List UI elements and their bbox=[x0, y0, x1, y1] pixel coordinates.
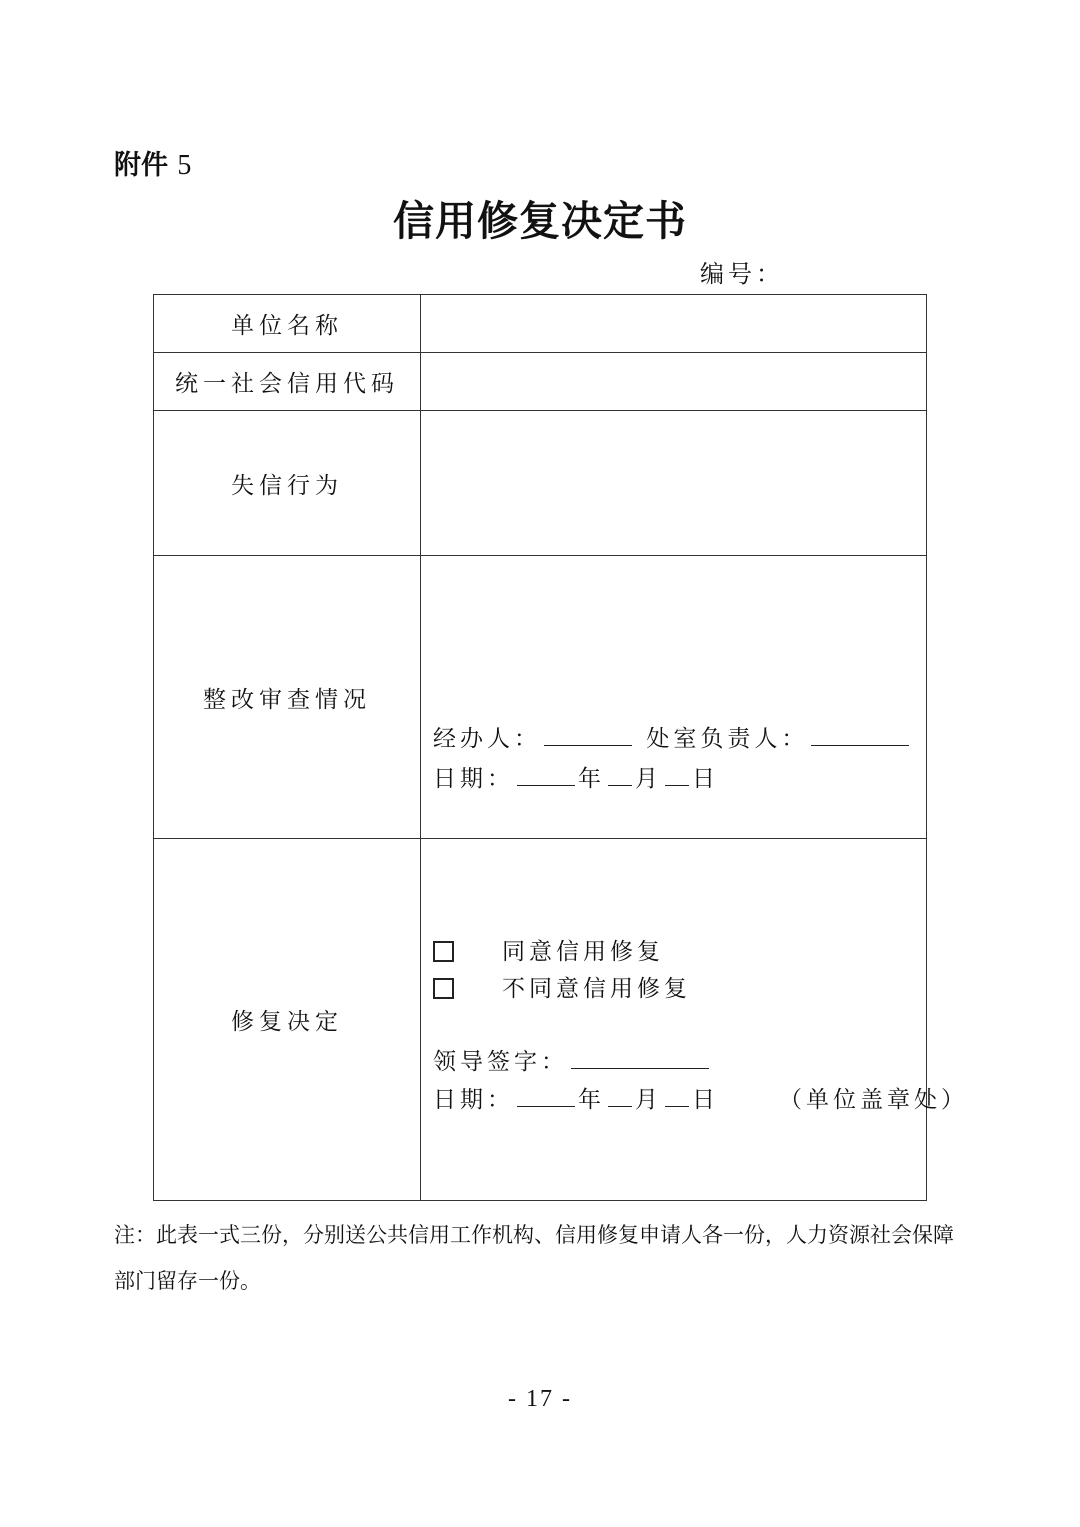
day-blank[interactable] bbox=[665, 763, 689, 786]
dishonest-behavior-field[interactable] bbox=[421, 411, 927, 556]
table-row bbox=[154, 556, 927, 839]
office-head-label: 处室负责人： bbox=[646, 726, 809, 752]
agree-label: 同意信用修复 bbox=[502, 939, 664, 965]
table-row bbox=[154, 839, 927, 1201]
month-label: 月 bbox=[635, 1087, 662, 1113]
year-label: 年 bbox=[578, 766, 605, 792]
month-blank[interactable] bbox=[608, 1084, 632, 1107]
serial-number-label: 编号： bbox=[700, 260, 784, 288]
repair-decision-field bbox=[421, 839, 968, 1201]
leader-sign-label: 领导签字： bbox=[433, 1049, 568, 1075]
row-label-unit-name: 单位名称 bbox=[154, 295, 421, 353]
footnote: 注：此表一式三份，分别送公共信用工作机构、信用修复申请人各一份，人力资源社会保障部门留存一份。 bbox=[114, 1223, 954, 1293]
date-label: 日期： bbox=[433, 1087, 514, 1113]
table-row bbox=[154, 411, 927, 556]
agree-checkbox[interactable] bbox=[433, 941, 454, 962]
table-row bbox=[154, 295, 927, 353]
handler-label: 经办人： bbox=[433, 726, 541, 752]
attachment-number: 5 bbox=[177, 150, 192, 181]
month-label: 月 bbox=[635, 766, 662, 792]
unit-name-field[interactable] bbox=[421, 295, 927, 353]
leader-signature-line bbox=[433, 1043, 712, 1076]
attachment-heading bbox=[114, 143, 191, 182]
year-blank[interactable] bbox=[517, 1084, 575, 1107]
month-blank[interactable] bbox=[608, 763, 632, 786]
year-label: 年 bbox=[578, 1087, 605, 1113]
handler-blank[interactable] bbox=[544, 723, 632, 746]
review-signature-line bbox=[433, 720, 912, 753]
leader-sign-blank[interactable] bbox=[571, 1046, 709, 1069]
day-label: 日 bbox=[692, 766, 719, 792]
document-title: 信用修复决定书 bbox=[393, 197, 687, 245]
row-label-dishonest-behavior: 失信行为 bbox=[154, 411, 421, 556]
table-row bbox=[154, 353, 927, 411]
date-label: 日期： bbox=[433, 766, 514, 792]
seal-note: （单位盖章处） bbox=[779, 1087, 968, 1113]
year-blank[interactable] bbox=[517, 763, 575, 786]
attachment-label: 附件 bbox=[114, 150, 168, 181]
disagree-option[interactable] bbox=[433, 970, 691, 1003]
disagree-checkbox[interactable] bbox=[433, 978, 454, 999]
credit-code-field[interactable] bbox=[421, 353, 927, 411]
office-head-blank[interactable] bbox=[811, 723, 909, 746]
day-blank[interactable] bbox=[665, 1084, 689, 1107]
disagree-label: 不同意信用修复 bbox=[502, 976, 691, 1002]
rectification-review-field[interactable] bbox=[421, 556, 927, 839]
agree-option[interactable] bbox=[433, 933, 664, 966]
review-date-line bbox=[433, 760, 719, 793]
decision-date-line bbox=[433, 1081, 968, 1114]
page-number: - 17 - bbox=[508, 1386, 572, 1412]
row-label-rectification-review: 整改审查情况 bbox=[154, 556, 421, 839]
row-label-credit-code: 统一社会信用代码 bbox=[154, 353, 421, 411]
decision-form-table bbox=[153, 294, 968, 1201]
day-label: 日 bbox=[692, 1087, 719, 1113]
row-label-repair-decision: 修复决定 bbox=[154, 839, 421, 1201]
